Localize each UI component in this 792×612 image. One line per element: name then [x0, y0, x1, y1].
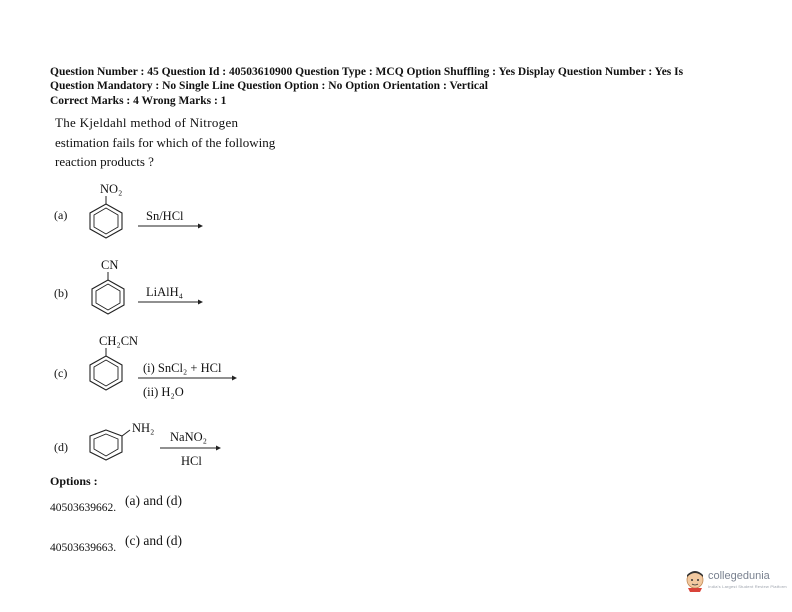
- reaction-arrow-icon: [138, 374, 238, 382]
- student-mascot-icon: [684, 568, 706, 592]
- benzene-ring-icon: [88, 270, 128, 316]
- question-text-line-2: estimation fails for which of the following: [55, 135, 276, 150]
- choice-d-label: (d): [54, 440, 68, 454]
- question-meta-line-2: Question Mandatory : No Single Line Question Option : No Option Orientation : Vertical: [50, 80, 488, 92]
- option-id-2: 40503639663.: [50, 542, 117, 554]
- options-title: Options :: [50, 474, 98, 488]
- choice-c-substituent: CH₂CN: [99, 334, 139, 348]
- benzene-ring-icon: [86, 346, 126, 392]
- choice-b-substituent: CN: [101, 258, 119, 272]
- benzene-ring-icon: [86, 194, 126, 240]
- choice-c-reagent-2: (ii) H₂O: [143, 385, 184, 399]
- choice-d-reagent-1: NaNO₂: [170, 430, 207, 444]
- question-text-line-3: reaction products ?: [55, 154, 154, 169]
- collegedunia-logo: [684, 566, 788, 596]
- option-text-1[interactable]: (a) and (d): [125, 493, 182, 508]
- choice-d-substituent: NH₂: [132, 421, 155, 435]
- choice-b-reagent: LiAlH₄: [146, 285, 183, 299]
- question-meta-line-1: Question Number : 45 Question Id : 40503610900 Question Type : MCQ Option Shuffling : Yes Display Question Number : Yes Is: [50, 66, 684, 78]
- choice-a-label: (a): [54, 208, 68, 222]
- question-text-line-1: The Kjeldahl method of Nitrogen: [55, 115, 239, 130]
- reaction-arrow-icon: [138, 298, 204, 306]
- choice-d-reagent-2: HCl: [181, 454, 202, 468]
- choice-a-reagent: Sn/HCl: [146, 209, 184, 223]
- choice-c-label: (c): [54, 366, 68, 380]
- logo-tagline: India's Largest Student Review Platform: [708, 584, 787, 589]
- option-text-2[interactable]: (c) and (d): [125, 533, 182, 548]
- option-id-1: 40503639662.: [50, 502, 117, 514]
- benzene-ring-icon: [86, 426, 134, 466]
- reaction-arrow-icon: [160, 444, 222, 452]
- choice-a-substituent: NO₂: [100, 182, 123, 196]
- logo-wordmark: collegedunia: [708, 570, 770, 582]
- choice-b-label: (b): [54, 286, 68, 300]
- choice-c-reagent-1: (i) SnCl₂ + HCl: [143, 361, 222, 375]
- reaction-arrow-icon: [138, 222, 204, 230]
- marks-line: Correct Marks : 4 Wrong Marks : 1: [50, 95, 227, 107]
